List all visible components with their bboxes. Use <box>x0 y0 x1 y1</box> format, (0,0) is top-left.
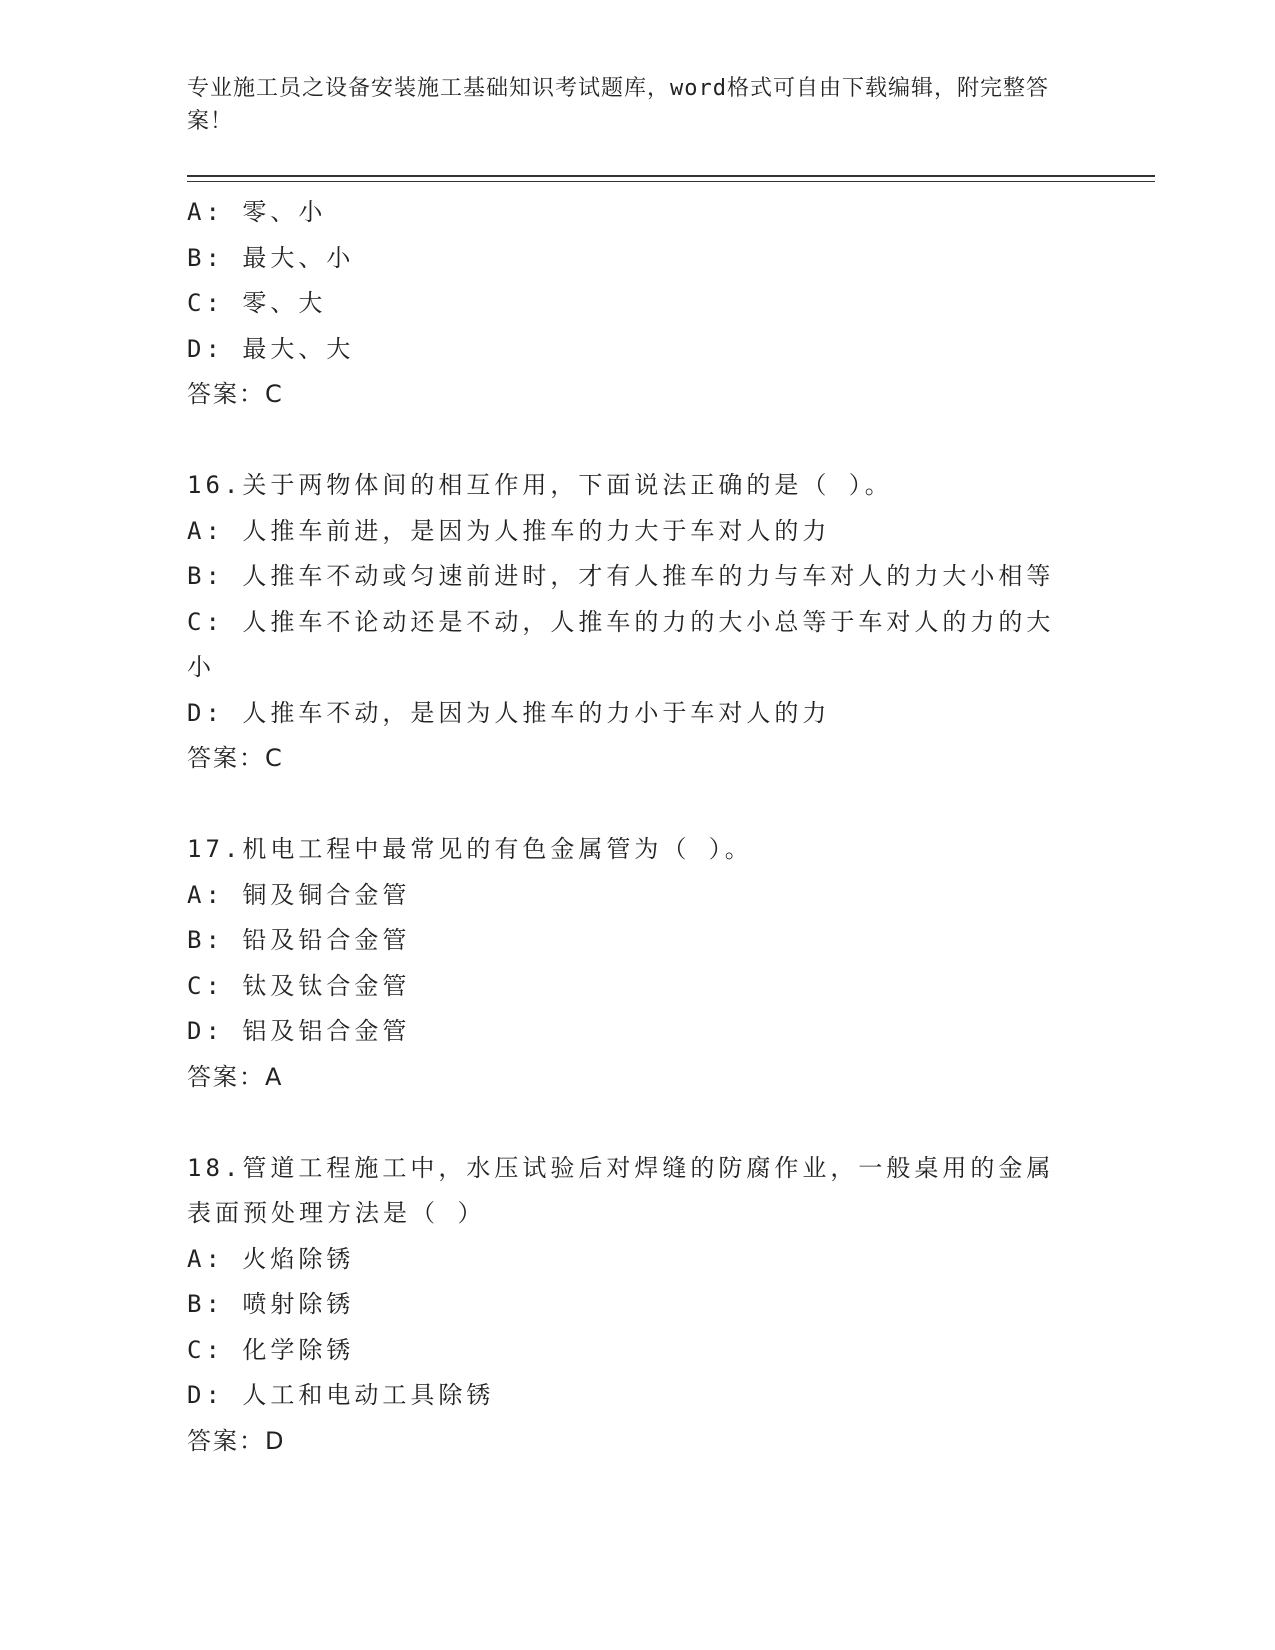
answer: 答案：C <box>187 380 284 408</box>
answer: 答案：A <box>187 1062 284 1091</box>
option-a: A: 零、小 <box>187 198 327 226</box>
option-a: A: 火焰除锈 <box>187 1244 355 1273</box>
question-15 <box>187 190 1087 418</box>
spacer <box>187 418 1087 464</box>
option-c: C: 钛及钛合金管 <box>187 971 411 1000</box>
question-text: 18.管道工程施工中，水压试验后对焊缝的防腐作业，一般桌用的金属表面预处理方法是（ ） <box>187 1153 1055 1227</box>
option-b: B: 人推车不动或匀速前进时，才有人推车的力与车对人的力大小相等 <box>187 562 1055 590</box>
question-16 <box>187 463 1087 782</box>
option-a: A: 铜及铜合金管 <box>187 880 411 909</box>
option-b: B: 喷射除锈 <box>187 1290 355 1318</box>
question-text: 17.机电工程中最常见的有色金属管为（ ）。 <box>187 835 753 863</box>
option-d: D: 铝及铝合金管 <box>187 1017 411 1045</box>
spacer <box>187 1100 1087 1146</box>
option-a: A: 人推车前进，是因为人推车的力大于车对人的力 <box>187 516 831 545</box>
option-d: D: 人工和电动工具除锈 <box>187 1381 495 1409</box>
answer: 答案：D <box>187 1426 286 1455</box>
option-b: B: 铅及铅合金管 <box>187 926 411 954</box>
document-header <box>187 72 1067 138</box>
option-c: C: 人推车不论动还是不动，人推车的力的大小总等于车对人的力的大小 <box>187 607 1055 681</box>
question-text: 16.关于两物体间的相互作用，下面说法正确的是（ ）。 <box>187 471 893 499</box>
header-rule-thin <box>187 181 1155 182</box>
answer: 答案：C <box>187 744 284 772</box>
option-b: B: 最大、小 <box>187 243 355 272</box>
option-d: D: 人推车不动，是因为人推车的力小于车对人的力 <box>187 698 831 727</box>
question-18 <box>187 1146 1087 1465</box>
header-rule-thick <box>187 175 1155 177</box>
header-text: 专业施工员之设备安装施工基础知识考试题库，word格式可自由下载编辑，附完整答案！ <box>187 76 1049 134</box>
option-c: C: 零、大 <box>187 289 327 317</box>
option-d: D: 最大、大 <box>187 334 355 363</box>
question-17 <box>187 827 1087 1100</box>
question-list <box>187 190 1087 1464</box>
option-c: C: 化学除锈 <box>187 1335 355 1364</box>
spacer <box>187 782 1087 828</box>
